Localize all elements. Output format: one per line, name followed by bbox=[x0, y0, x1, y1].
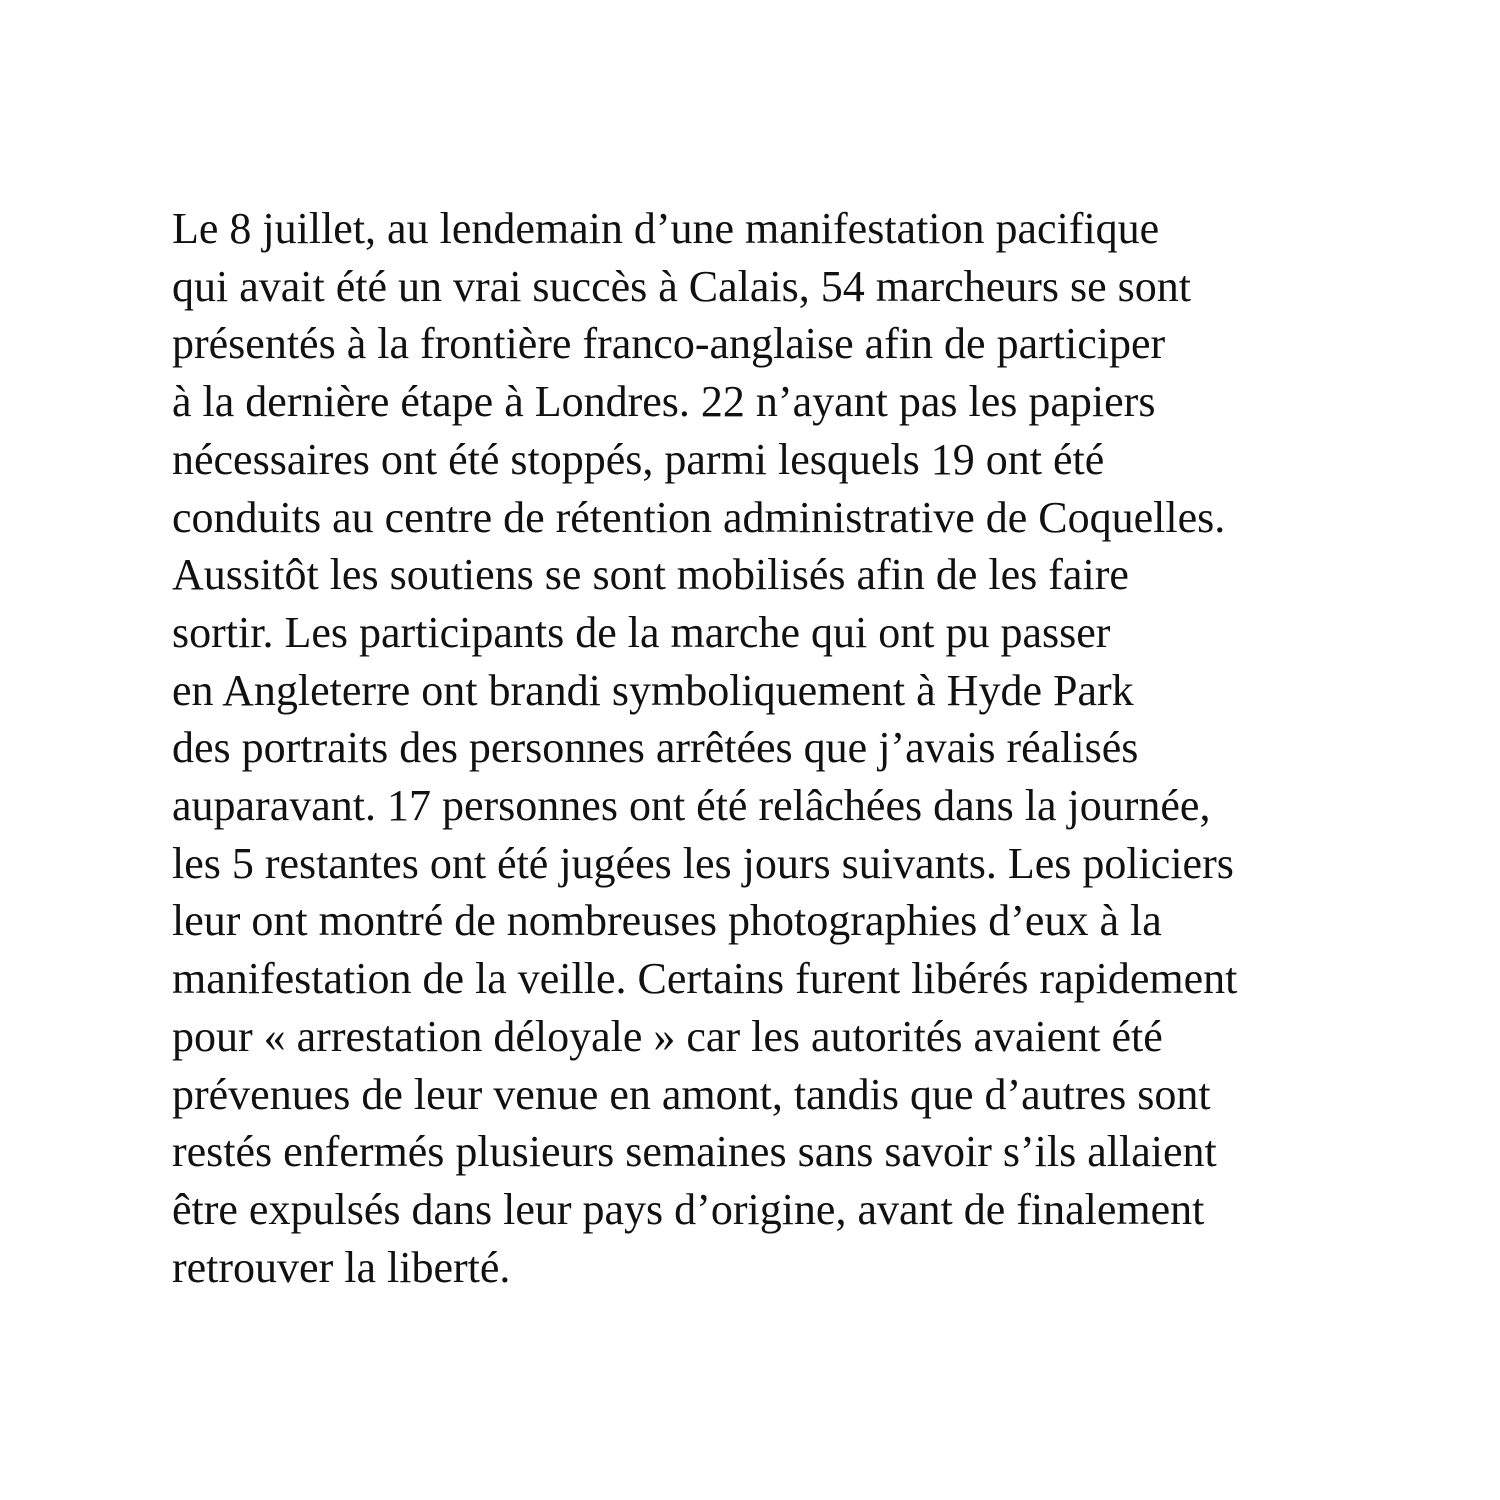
text-line: des portraits des personnes arrêtées que j’avais réalisés bbox=[172, 723, 1139, 773]
text-line: retrouver la liberté. bbox=[172, 1242, 511, 1292]
text-line: leur ont montré de nombreuses photographies d’eux à la bbox=[172, 896, 1162, 946]
text-line: manifestation de la veille. Certains furent libérés rapidement bbox=[172, 954, 1238, 1004]
text-line: Le 8 juillet, au lendemain d’une manifestation pacifique bbox=[172, 204, 1160, 253]
text-line: présentés à la frontière franco-anglaise afin de participer bbox=[172, 319, 1166, 369]
text-line: les 5 restantes ont été jugées les jours suivants. Les policiers bbox=[172, 838, 1234, 888]
text-line: restés enfermés plusieurs semaines sans savoir s’ils allaient bbox=[172, 1127, 1217, 1177]
text-line: pour « arrestation déloyale » car les autorités avaient été bbox=[172, 1011, 1163, 1061]
text-line: être expulsés dans leur pays d’origine, avant de finalement bbox=[172, 1184, 1205, 1234]
text-line: nécessaires ont été stoppés, parmi lesquels 19 ont été bbox=[172, 434, 1105, 484]
text-line: conduits au centre de rétention administrative de Coquelles. bbox=[172, 492, 1226, 542]
text-line: en Angleterre ont brandi symboliquement à Hyde Park bbox=[172, 665, 1134, 715]
text-line: Aussitôt les soutiens se sont mobilisés afin de les faire bbox=[172, 550, 1129, 600]
body-paragraph bbox=[172, 200, 1392, 1296]
text-line: auparavant. 17 personnes ont été relâchées dans la journée, bbox=[172, 781, 1211, 831]
text-line: qui avait été un vrai succès à Calais, 54 marcheurs se sont bbox=[172, 261, 1192, 311]
text-line: prévenues de leur venue en amont, tandis que d’autres sont bbox=[172, 1069, 1211, 1119]
text-line: à la dernière étape à Londres. 22 n’ayant pas les papiers bbox=[172, 377, 1156, 427]
text-line: sortir. Les participants de la marche qui ont pu passer bbox=[172, 607, 1111, 657]
